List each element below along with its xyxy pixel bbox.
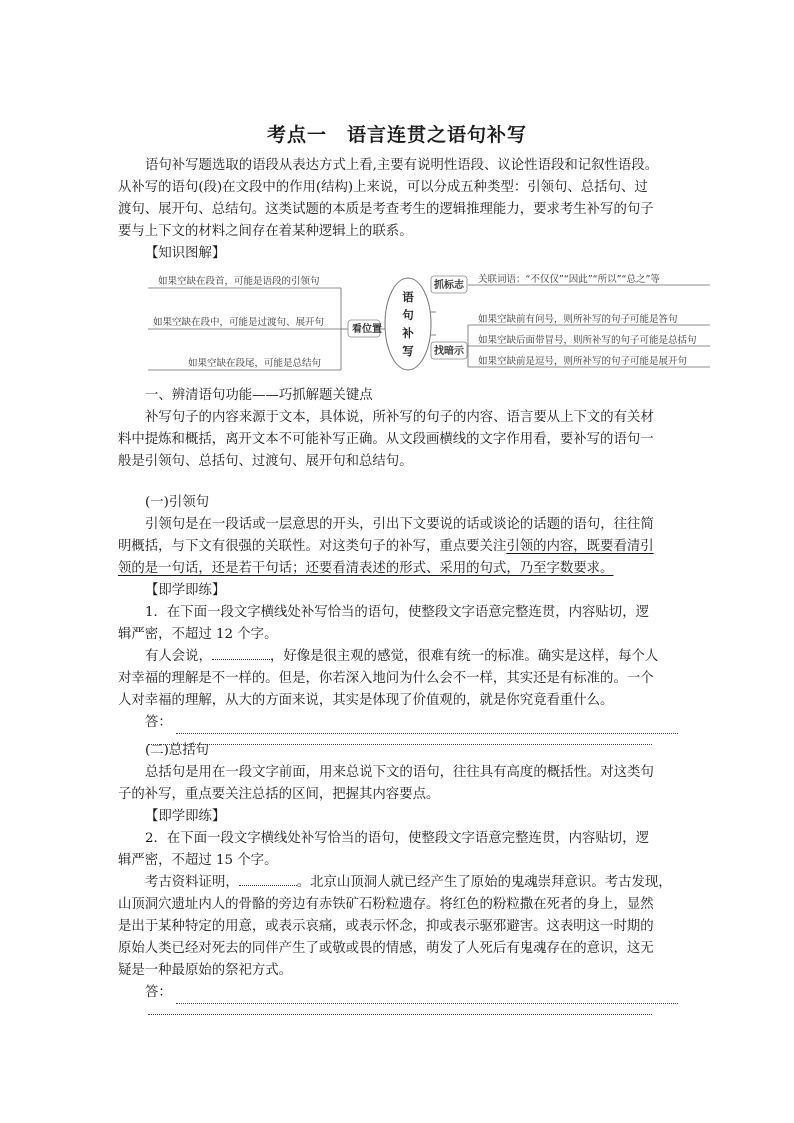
section-heading: 一、辨清语句功能——巧抓解题关键点 bbox=[145, 388, 373, 403]
answer-line[interactable] bbox=[176, 989, 678, 1004]
center-char-4: 写 bbox=[402, 344, 414, 358]
passage-line: 是出于某种特定的用意，或表示哀痛，或表示怀念，抑或表示驱邪避害。这表明这一时期的 bbox=[118, 919, 654, 934]
answer-row bbox=[118, 712, 678, 734]
intro-line: 渡句、展开句、总结句。这类试题的本质是考查考生的逻辑推理能力，要求考生补写的句子 bbox=[118, 202, 654, 217]
answer-line-2[interactable] bbox=[148, 1008, 652, 1015]
left-label: 看位置 bbox=[352, 324, 382, 335]
answer-line[interactable] bbox=[176, 719, 678, 734]
passage-line: 有人会说， ，好像是很主观的感觉，很难有统一的标准。确实是这样，每个人 bbox=[118, 646, 678, 668]
section-line: 般是引领句、总括句、过渡句、展开句和总结句。 bbox=[118, 454, 413, 469]
question-line: 辑严密，不超过 15 个字。 bbox=[118, 853, 278, 868]
left-item-2: 如果空缺在段中，可能是过渡句、展开句 bbox=[153, 317, 325, 328]
page-title: 考点一 语言连贯之语句补写 bbox=[266, 124, 527, 146]
part-line: 子的补写，重点要关注总括的区间，把握其内容要点。 bbox=[118, 787, 440, 802]
passage-line: 山顶洞穴遗址内人的骨骼的旁边有赤铁矿石粉粒遗存。将红色的粉粒撒在死者的身上，显然 bbox=[118, 897, 654, 912]
fill-blank[interactable] bbox=[239, 872, 297, 886]
intro-line: 从补写的语句(段)在文段中的作用(结构)上来说，可以分成五种类型：引领句、总括句、过 bbox=[118, 180, 648, 195]
intro-paragraph bbox=[118, 155, 678, 265]
knowledge-diagram bbox=[148, 268, 713, 380]
passage-line: 对幸福的理解是不一样的。但是，你若深入地问为什么会不一样，其实还是有标准的。一个 bbox=[118, 671, 654, 686]
section-1 bbox=[118, 385, 678, 473]
right-bottom-item-2: 如果空缺后面带冒号，则所补写的句子可能是总括句 bbox=[478, 335, 697, 346]
center-char-1: 语 bbox=[402, 290, 414, 304]
part-heading: (一)引领句 bbox=[145, 495, 210, 510]
intro-line: 语句补写题选取的语段从表达方式上看,主要有说明性语段、议论性语段和记叙性语段。 bbox=[145, 158, 659, 173]
fill-blank[interactable] bbox=[212, 646, 270, 660]
section-line: 补写句子的内容来源于文本，具体说，所补写的句子的内容、语言要从上下文的有关材 bbox=[145, 410, 654, 425]
left-item-1: 如果空缺在段首，可能是语段的引领句 bbox=[158, 276, 320, 287]
right-top-label: 抓标志 bbox=[434, 280, 464, 291]
question-line: 辑严密，不超过 12 个字。 bbox=[118, 627, 278, 642]
practice-heading: 【即学即练】 bbox=[145, 809, 226, 824]
part-2 bbox=[118, 740, 678, 1015]
part-1 bbox=[118, 492, 678, 745]
right-top-item: 关联词语：“不仅仅”“因此”“所以”“总之”等 bbox=[478, 274, 660, 285]
passage-line: 原始人类已经对死去的同伴产生了或敬或畏的情感，萌发了人死后有鬼魂存在的意识，这无 bbox=[118, 941, 654, 956]
answer-label: 答： bbox=[145, 985, 172, 1000]
passage-line: 人对幸福的理解，从大的方面来说，其实是体现了价值观的，就是你究竟看重什么。 bbox=[118, 693, 614, 708]
right-bottom-item-1: 如果空缺前有问号，则所补写的句子可能是答句 bbox=[478, 314, 678, 325]
question-line: 1．在下面一段文字横线处补写恰当的语句，使整段文字语意完整连贯，内容贴切，逻 bbox=[145, 605, 649, 620]
part-line: 明概括，与下文有很强的关联性。对这类句子的补写，重点要关注引领的内容，既要看清引 bbox=[118, 539, 654, 554]
part-line: 总括句是用在一段文字前面，用来总说下文的语句，往往具有高度的概括性。对这类句 bbox=[145, 765, 654, 780]
knowledge-heading: 【知识图解】 bbox=[145, 246, 226, 261]
right-bottom-label: 找暗示 bbox=[434, 346, 464, 357]
diagram-svg bbox=[148, 268, 713, 380]
question-line: 2．在下面一段文字横线处补写恰当的语句，使整段文字语意完整连贯，内容贴切，逻 bbox=[145, 831, 649, 846]
center-char-3: 补 bbox=[402, 326, 414, 340]
center-char-2: 句 bbox=[402, 308, 414, 322]
underlined-text: 引领的内容，既要看清引 bbox=[506, 539, 654, 554]
passage-line: 考古资料证明， 。北京山顶洞人就已经产生了原始的鬼魂崇拜意识。考古发现， bbox=[118, 872, 678, 894]
passage-line: 疑是一种最原始的祭祀方式。 bbox=[118, 963, 293, 978]
answer-label: 答： bbox=[145, 715, 172, 730]
intro-line: 要与上下文的材料之间存在着某种逻辑上的联系。 bbox=[118, 224, 413, 239]
section-line: 料中提炼和概括，离开文本不可能补写正确。从文段画横线的文字作用看，要补写的语句一 bbox=[118, 432, 654, 447]
part-line: 引领句是在一段话或一层意思的开头，引出下文要说的话或谈论的话题的语句，往往简 bbox=[145, 517, 654, 532]
left-item-3: 如果空缺在段尾，可能是总结句 bbox=[188, 358, 322, 369]
answer-row bbox=[118, 982, 678, 1004]
right-bottom-item-3: 如果空缺前是逗号，则所补写的句子可能是展开句 bbox=[478, 356, 688, 367]
part-heading: (二)总括句 bbox=[145, 743, 210, 758]
underlined-line: 领的是一句话，还是若干句话；还要看清表述的形式、采用的句式，乃至字数要求。 bbox=[118, 561, 614, 576]
practice-heading: 【即学即练】 bbox=[145, 583, 226, 598]
